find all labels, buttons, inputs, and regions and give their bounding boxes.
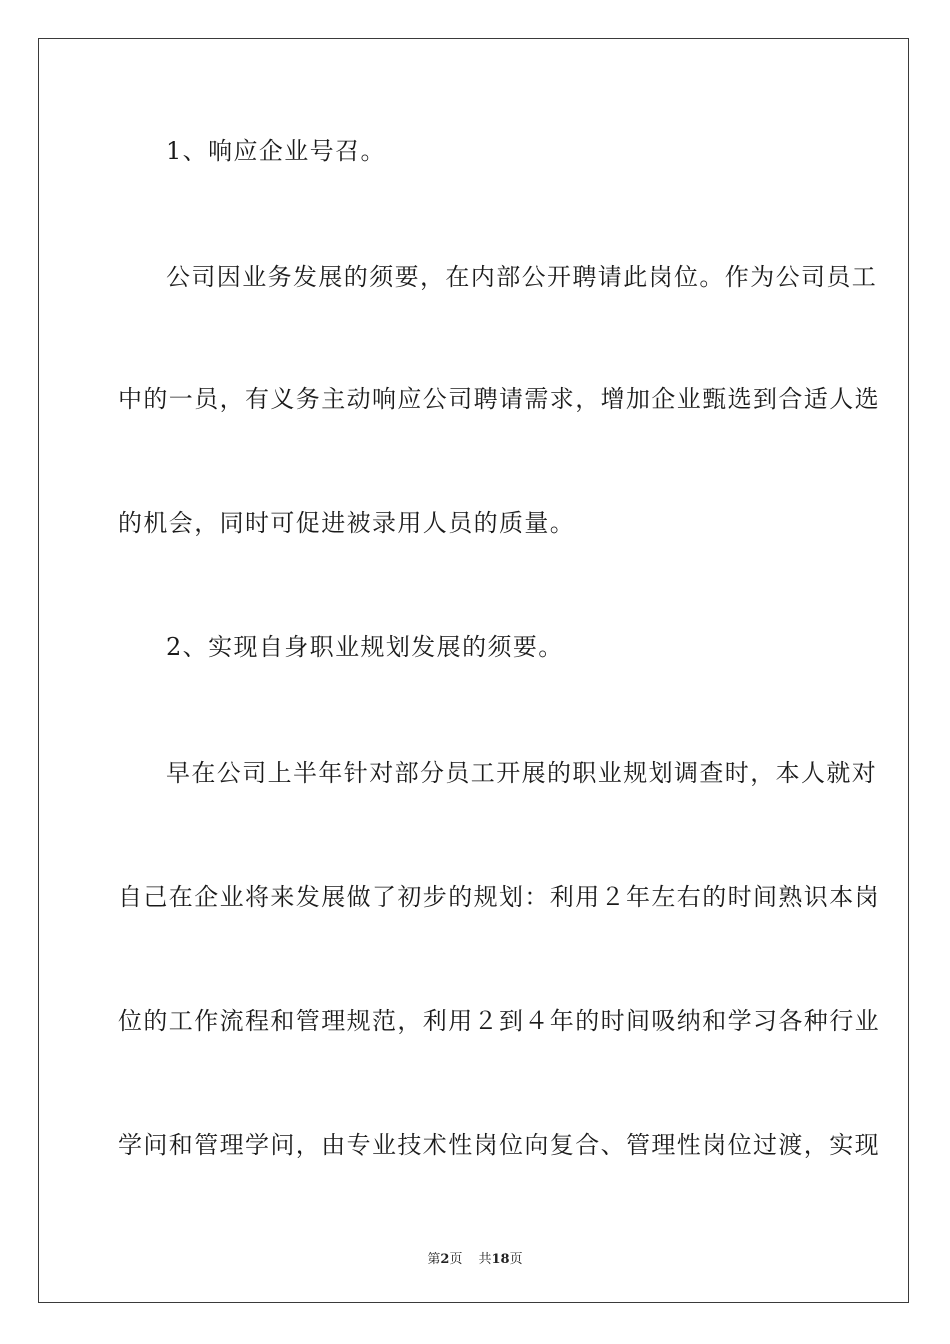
page-suffix: 页 [449, 1252, 463, 1267]
total-suffix: 页 [509, 1252, 523, 1267]
heading-2: 2、实现自身职业规划发展的须要。 [166, 633, 564, 661]
page-footer [0, 1248, 950, 1267]
total-pages: 18 [491, 1252, 510, 1267]
paragraph-line: 公司因业务发展的须要，在内部公开聘请此岗位。作为公司员工 [166, 263, 878, 291]
paragraph-line: 自己在企业将来发展做了初步的规划：利用２年左右的时间熟识本岗 [118, 883, 880, 911]
total-prefix: 共 [478, 1252, 492, 1267]
paragraph-line: 位的工作流程和管理规范，利用２到４年的时间吸纳和学习各种行业 [118, 1007, 880, 1035]
page-number: 2 [440, 1252, 450, 1267]
paragraph-line: 早在公司上半年针对部分员工开展的职业规划调查时，本人就对 [166, 759, 878, 787]
paragraph-line: 的机会，同时可促进被录用人员的质量。 [118, 509, 576, 537]
page-border [38, 38, 909, 1303]
paragraph-line: 中的一员，有义务主动响应公司聘请需求，增加企业甄选到合适人选 [118, 385, 880, 413]
heading-1: 1、响应企业号召。 [166, 137, 386, 165]
page-prefix: 第 [427, 1252, 441, 1267]
paragraph-line: 学问和管理学问，由专业技术性岗位向复合、管理性岗位过渡，实现 [118, 1131, 880, 1159]
